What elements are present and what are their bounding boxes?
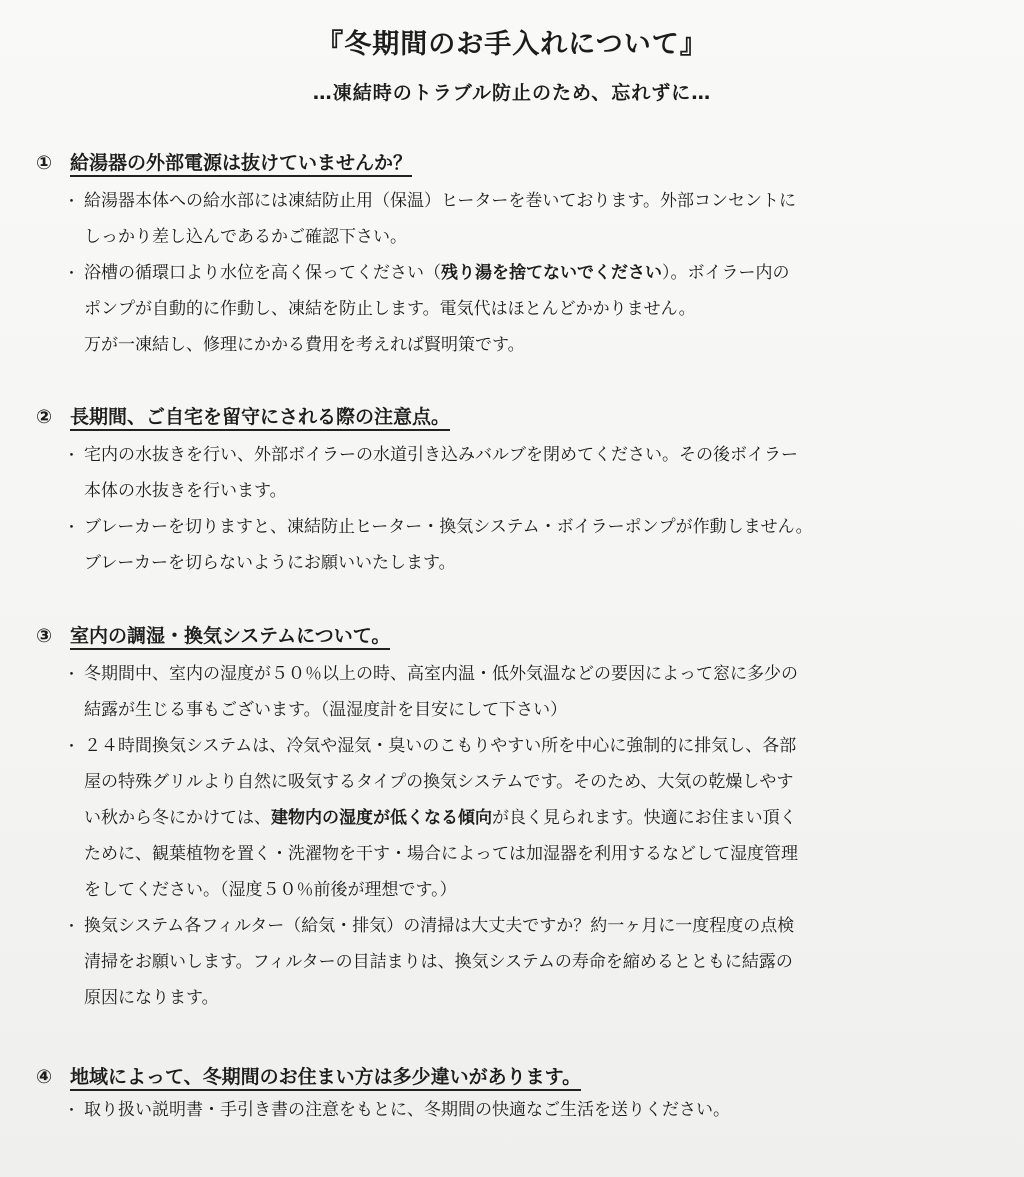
section-heading-text: 給湯器の外部電源は抜けていませんか？: [70, 152, 412, 177]
section-heading: [36, 621, 996, 651]
section-heading: [36, 1062, 996, 1092]
item-line: しっかり差し込んであるかご確認下さい。: [84, 227, 407, 247]
list-item: [64, 183, 996, 255]
item-line: 取り扱い説明書・手引き書の注意をもとに、冬期間の快適なご生活を送りください。: [84, 1100, 730, 1120]
item-line: 清掃をお願いします。フィルターの目詰まりは、換気システムの寿命を縮めるとともに結露の: [84, 952, 793, 972]
page-title: 『冬期間のお手入れについて』: [316, 29, 708, 60]
section-2: [36, 402, 996, 581]
bullet: ・: [64, 446, 80, 464]
section-heading-text: 地域によって、冬期間のお住まい方は多少違いがあります。: [70, 1066, 581, 1091]
item-line: 換気システム各フィルター（給気・排気）の清掃は大丈夫ですか？約一ヶ月に一度程度の点検: [84, 916, 795, 936]
section-heading-text: 室内の調湿・換気システムについて。: [70, 625, 390, 650]
section-number: ②: [36, 406, 53, 428]
item-line: ために、観葉植物を置く・洗濯物を干す・場合によっては加湿器を利用するなどして湿度管理: [84, 844, 798, 864]
list-item: [64, 509, 996, 581]
section-3: [36, 621, 996, 1016]
bullet: ・: [64, 737, 80, 755]
section-number: ③: [36, 625, 53, 647]
list-item: [64, 437, 996, 509]
bullet: ・: [64, 665, 80, 683]
item-line: 万が一凍結し、修理にかかる費用を考えれば賢明策です。: [84, 335, 525, 355]
section-number: ①: [36, 152, 53, 174]
section-heading: [36, 148, 996, 178]
item-text: が良く見られます。快適にお住まい頂く: [492, 808, 797, 828]
section-4: [36, 1062, 996, 1128]
item-line: 本体の水抜きを行います。: [84, 481, 287, 501]
item-line: 結露が生じる事もございます。（温湿度計を目安にして下さい）: [84, 700, 568, 720]
section-1: [36, 148, 996, 363]
item-line: 原因になります。: [84, 988, 219, 1008]
item-text: ）。ボイラー内の: [662, 263, 790, 283]
bullet: ・: [64, 192, 80, 210]
item-line: 屋の特殊グリルより自然に吸気するタイプの換気システムです。そのため、大気の乾燥しやす: [84, 772, 794, 792]
bullet: ・: [64, 917, 80, 935]
item-line: ２４時間換気システムは、冷気や湿気・臭いのこもりやすい所を中心に強制的に排気し、各部: [84, 736, 797, 756]
page-subtitle: …凍結時のトラブル防止のため、忘れずに…: [312, 82, 712, 104]
list-item: [64, 728, 996, 908]
item-line: 宅内の水抜きを行い、外部ボイラーの水道引き込みバルブを閉めてください。その後ボイラー: [84, 445, 798, 465]
section-heading: [36, 402, 996, 432]
item-line: ブレーカーを切りますと、凍結防止ヒーター・換気システム・ボイラーポンプが作動しません。: [84, 517, 813, 537]
item-text: 浴槽の循環口より水位を高く保ってください（: [84, 263, 441, 283]
section-number: ④: [36, 1066, 53, 1088]
item-line: 冬期間中、室内の湿度が５０％以上の時、高室内温・低外気温などの要因によって窓に多少の: [84, 664, 798, 684]
list-item: [64, 656, 996, 728]
item-line: 給湯器本体への給水部には凍結防止用（保温）ヒーターを巻いております。外部コンセントに: [84, 191, 796, 211]
item-line: をしてください。（湿度５０％前後が理想です。）: [84, 880, 457, 900]
bullet: ・: [64, 264, 80, 282]
item-line: ポンプが自動的に作動し、凍結を防止します。電気代はほとんどかかりません。: [84, 299, 696, 319]
list-item: [64, 1092, 996, 1128]
bullet: ・: [64, 1101, 80, 1119]
section-heading-text: 長期間、ご自宅を留守にされる際の注意点。: [70, 406, 450, 431]
list-item: [64, 908, 996, 1016]
emphasis-text: 残り湯を捨てないでください: [441, 263, 662, 283]
emphasis-text: 建物内の湿度が低くなる傾向: [271, 808, 492, 828]
item-text: い秋から冬にかけては、: [84, 808, 271, 828]
list-item: [64, 255, 996, 363]
item-line: [84, 255, 996, 291]
item-line: ブレーカーを切らないようにお願いいたします。: [84, 553, 456, 573]
item-line: [84, 800, 996, 836]
bullet: ・: [64, 518, 80, 536]
